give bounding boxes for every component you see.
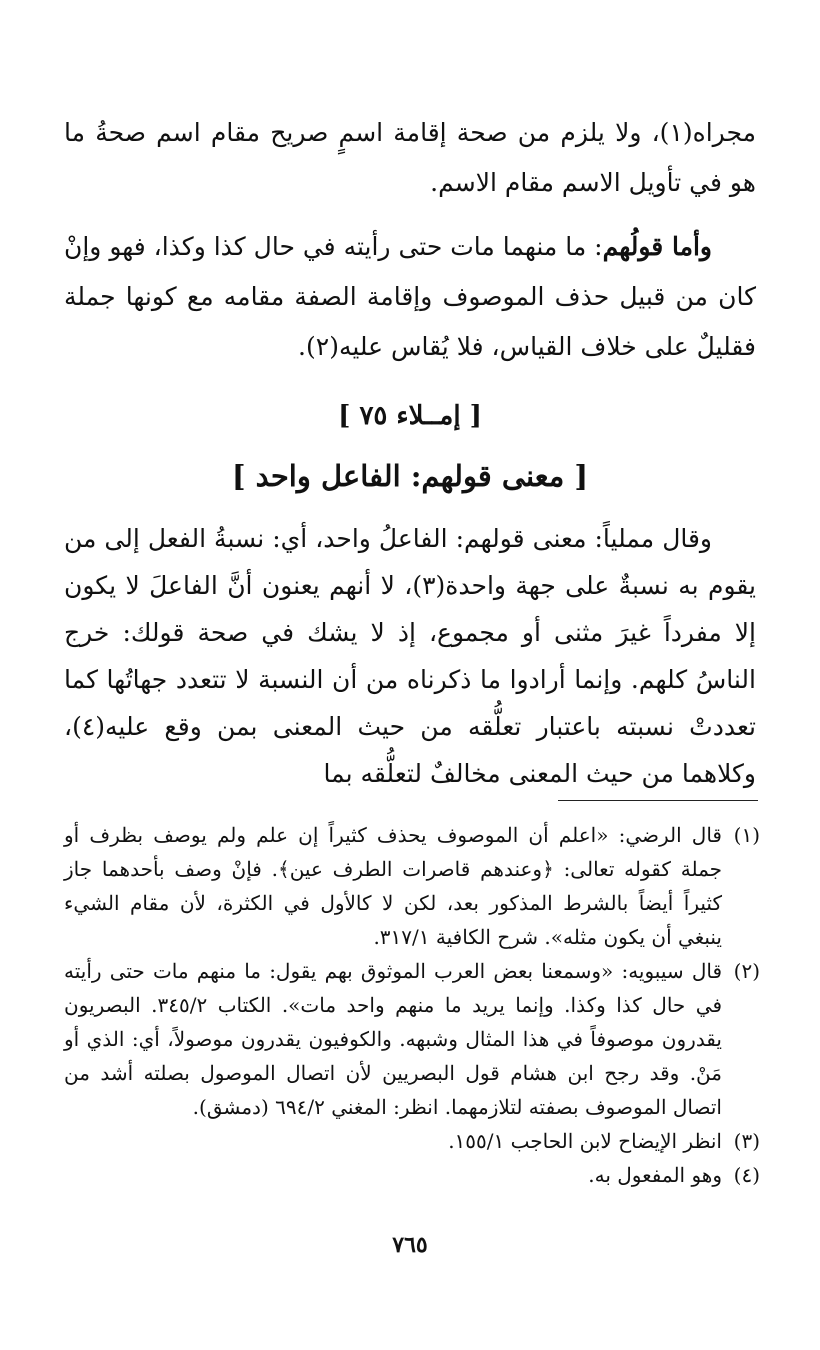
body-text-block	[64, 515, 756, 797]
page-number: ٧٦٥	[392, 1232, 428, 1258]
footnote-number: (٤)	[733, 1163, 760, 1187]
section-heading-imla: [ إمــلاء ٧٥ ]	[338, 401, 482, 431]
paragraph-2-lead: وأما قولُهم	[602, 232, 712, 261]
footnote-text: قال الرضي: «اعلم أن الموصوف يحذف كثيراً إن علم ولم يوصف بظرف أو جملة كقوله تعالى: ﴿وعندهم قاصرات الطرف عين﴾. فإنْ وصف بأحدهما جاز كثيراً أيضاً بالشرط المذكور بعد، لكن لا كالأول في الكثرة، لأن مقام الشيء ينبغي أن يكون مثله». شرح الكافية ٣١٧/١.	[64, 823, 722, 949]
footnotes-block	[64, 818, 760, 1192]
footnote-number: (٢)	[733, 959, 760, 983]
footnote	[64, 1124, 760, 1158]
footnote-number: (١)	[733, 823, 760, 847]
paragraph-3: وقال مملياً: معنى قولهم: الفاعلُ واحد، أي: نسبةُ الفعل إلى من يقوم به نسبةٌ على جهة واحدة(٣)، لا أنهم يعنون أنَّ الفاعلَ لا يكون إلا مفرداً غيرَ مثنى أو مجموع، إذ لا يشك في صحة قولك: خرج الناسُ كلهم. وإنما أرادوا ما ذكرناه من أن النسبة لا تتعدد جهاتُها كما تعددتْ نسبته باعتبار تعلُّقه من حيث المعنى بمن وقع عليه(٤)، وكلاهما من حيث المعنى مخالفٌ لتعلُّقه بما	[64, 524, 756, 788]
footnote-separator	[558, 800, 758, 801]
paragraph-2-rest: : ما منهما مات حتى رأيته في حال كذا وكذا، فهو وإنْ كان من قبيل حذف الموصوف وإقامة الصفة مقامه مع كونها جملة فقليلٌ على خلاف القياس، فلا يُقاس عليه(٢).	[64, 232, 756, 361]
footnote-text: انظر الإيضاح لابن الحاجب ١٥٥/١.	[448, 1129, 722, 1153]
paragraph-2	[64, 222, 756, 372]
footnote-text: قال سيبويه: «وسمعنا بعض العرب الموثوق بهم يقول: ما منهم مات حتى رأيته في حال كذا وكذا. وإنما يريد ما منهم واحد مات». الكتاب ٣٤٥/٢. البصريون يقدرون موصوفاً في هذا المثال وشبهه. والكوفيون يقدرون موصولاً، أي: الذي أو مَنْ. وقد رجح ابن هشام قول البصريين لأن اتصال الموصول بصلته أشد من اتصال الموصوف بصفته لتلازمهما. انظر: المغني ٦٩٤/٢ (دمشق).	[64, 959, 722, 1119]
footnote-number: (٣)	[733, 1129, 760, 1153]
section-title: [ معنى قولهم: الفاعل واحد ]	[231, 459, 589, 493]
main-text-block	[64, 108, 756, 372]
footnote	[64, 954, 760, 1124]
footnote	[64, 818, 760, 954]
paragraph-1: مجراه(١)، ولا يلزم من صحة إقامة اسمٍ صريح مقام اسم صحةُ ما هو في تأويل الاسم مقام الاسم.	[64, 118, 756, 197]
footnote-text: وهو المفعول به.	[588, 1163, 722, 1187]
footnote	[64, 1158, 760, 1192]
